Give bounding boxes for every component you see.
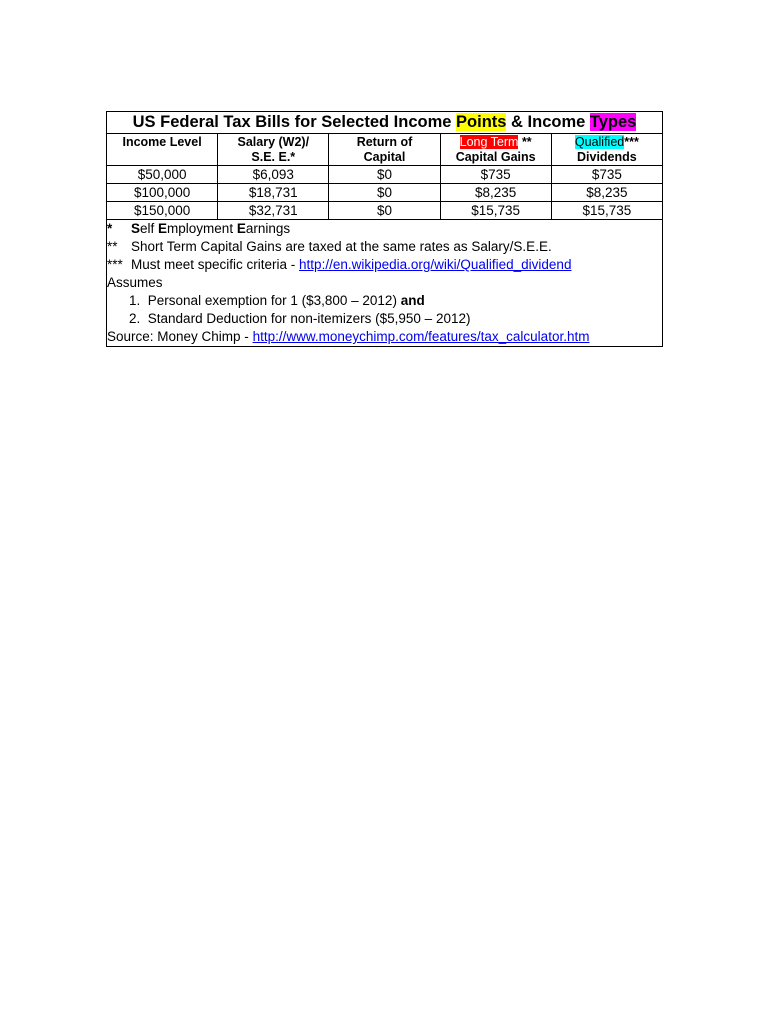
cell-long-term: $735 bbox=[440, 166, 551, 184]
assumption-text: Standard Deduction for non-itemizers ($5,950 – 2012) bbox=[147, 311, 471, 326]
footnote-marker: ** bbox=[107, 239, 118, 254]
footnote-see-text: mployment bbox=[167, 221, 237, 236]
footnote-see bbox=[107, 220, 662, 238]
footnotes-cell bbox=[107, 220, 663, 347]
footnote-see-letter: E bbox=[158, 221, 168, 236]
wikipedia-link[interactable]: http://en.wikipedia.org/wiki/Qualified_dividend bbox=[299, 257, 572, 272]
title-points-highlight: Points bbox=[456, 113, 507, 131]
footnote-see-text: arnings bbox=[245, 221, 291, 236]
header-salary-line1: Salary (W2)/ bbox=[237, 135, 310, 149]
title-types-highlight: Types bbox=[589, 113, 637, 131]
cell-income: $150,000 bbox=[107, 202, 218, 220]
cell-qualified: $15,735 bbox=[551, 202, 662, 220]
footnote-qualified bbox=[107, 256, 662, 274]
cell-income: $50,000 bbox=[107, 166, 218, 184]
assumption-and: and bbox=[400, 293, 425, 308]
header-return-of-capital bbox=[329, 134, 440, 166]
source-text: Source: Money Chimp - bbox=[107, 329, 253, 344]
assumption-item bbox=[107, 310, 662, 328]
header-salary-line2: S.E. E.* bbox=[251, 149, 296, 164]
footnote-short-term-text: Short Term Capital Gains are taxed at the same rates as Salary/S.E.E. bbox=[131, 239, 552, 254]
footnote-marker: * bbox=[107, 221, 113, 236]
cell-salary: $18,731 bbox=[218, 184, 329, 202]
cell-salary: $6,093 bbox=[218, 166, 329, 184]
title-part2: & Income bbox=[506, 113, 590, 131]
title-part1: US Federal Tax Bills for Selected Income bbox=[132, 113, 457, 131]
cell-income: $100,000 bbox=[107, 184, 218, 202]
header-qualified-highlight: Qualified bbox=[574, 135, 625, 149]
header-long-term-suffix: ** bbox=[518, 135, 532, 149]
table-row bbox=[107, 202, 663, 220]
cell-return: $0 bbox=[329, 166, 440, 184]
header-qualified-dividends bbox=[551, 134, 662, 166]
assumes-label: Assumes bbox=[107, 275, 163, 290]
footnote-see-letter: E bbox=[236, 221, 246, 236]
assumption-text: Personal exemption for 1 ($3,800 – 2012) bbox=[147, 293, 401, 308]
header-qualified-suffix: *** bbox=[624, 135, 639, 149]
footnote-short-term bbox=[107, 238, 662, 256]
source-line bbox=[107, 328, 662, 346]
footnote-marker: *** bbox=[107, 257, 123, 272]
header-dividends: Dividends bbox=[577, 149, 637, 164]
header-return-line1: Return of bbox=[356, 135, 413, 149]
cell-return: $0 bbox=[329, 184, 440, 202]
cell-qualified: $735 bbox=[551, 166, 662, 184]
assumption-item bbox=[107, 292, 662, 310]
list-number: 1. bbox=[129, 293, 141, 308]
header-long-term-highlight: Long Term bbox=[459, 135, 519, 149]
table-row bbox=[107, 166, 663, 184]
header-return-line2: Capital bbox=[363, 149, 406, 164]
cell-long-term: $8,235 bbox=[440, 184, 551, 202]
footnote-see-text: elf bbox=[140, 221, 159, 236]
list-number: 2. bbox=[129, 311, 141, 326]
header-income-level-text: Income Level bbox=[122, 135, 202, 149]
table-row bbox=[107, 184, 663, 202]
cell-return: $0 bbox=[329, 202, 440, 220]
document-page bbox=[106, 111, 663, 347]
header-income-level bbox=[107, 134, 218, 166]
table-title bbox=[107, 112, 663, 134]
footnote-qualified-text: Must meet specific criteria - bbox=[131, 257, 300, 272]
footnote-see-letter: S bbox=[131, 221, 141, 236]
header-salary bbox=[218, 134, 329, 166]
cell-long-term: $15,735 bbox=[440, 202, 551, 220]
moneychimp-link[interactable]: http://www.moneychimp.com/features/tax_calculator.htm bbox=[252, 329, 590, 344]
cell-salary: $32,731 bbox=[218, 202, 329, 220]
cell-qualified: $8,235 bbox=[551, 184, 662, 202]
header-long-term-capital-gains bbox=[440, 134, 551, 166]
tax-table bbox=[106, 111, 663, 347]
header-capital-gains: Capital Gains bbox=[455, 149, 536, 164]
